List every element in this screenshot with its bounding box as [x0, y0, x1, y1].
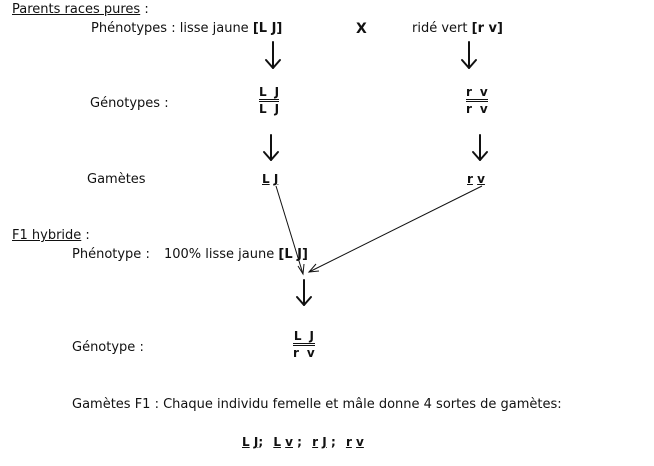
gamete-item: L v ;	[273, 435, 302, 449]
allele: v	[306, 346, 315, 360]
cross-symbol: X	[356, 21, 367, 37]
allele: L	[293, 329, 302, 343]
down-arrow-icon	[473, 135, 487, 160]
allele: J	[309, 329, 314, 343]
gamete-item: r v	[345, 435, 364, 449]
gamete-item: L J;	[242, 435, 264, 449]
f1-phenotype-value: [L J]	[278, 247, 308, 262]
down-arrow-icon	[266, 42, 280, 68]
gametes-f1-text: Gamètes F1 : Chaque individu femelle et mâle donne 4 sortes de gamètes:	[72, 397, 562, 412]
down-arrow-icon	[297, 280, 311, 305]
allele: L	[262, 172, 270, 186]
allele: v	[479, 85, 488, 99]
allele: J	[274, 102, 280, 116]
diagonal-arrow-icon	[309, 186, 482, 272]
allele: r	[466, 102, 472, 116]
allele: r	[293, 346, 299, 360]
f1-genotype-label: Génotype :	[72, 340, 144, 355]
allele: v	[477, 172, 485, 186]
gametes-label: Gamètes	[87, 172, 146, 187]
diagonal-arrow-icon	[276, 186, 304, 274]
allele: r	[467, 172, 473, 186]
allele: L	[259, 85, 267, 99]
down-arrow-icon	[462, 42, 476, 68]
f1-phenotype-text: 100% lisse jaune	[163, 247, 275, 262]
phenotype2-text: ridé vert	[412, 21, 468, 36]
allele: v	[479, 102, 488, 116]
allele: r	[466, 85, 472, 99]
parents-heading-colon: :	[144, 2, 149, 17]
phenotype-parent2: [r v]	[471, 21, 503, 36]
allele: J	[274, 85, 280, 99]
f1-heading: F1 hybride	[12, 228, 82, 243]
parents-heading: Parents races pures	[12, 2, 141, 17]
f1-heading-colon: :	[85, 228, 90, 243]
phenotype-parent1: [L J]	[252, 21, 283, 36]
f1-phenotype-label: Phénotype :	[72, 247, 150, 262]
down-arrow-icon	[264, 135, 278, 160]
allele: L	[259, 102, 267, 116]
phenotypes-label: Phénotypes : lisse jaune	[91, 21, 249, 36]
allele: J	[273, 172, 279, 186]
genotypes-label: Génotypes :	[90, 96, 169, 111]
gamete-item: r J ;	[312, 435, 336, 449]
